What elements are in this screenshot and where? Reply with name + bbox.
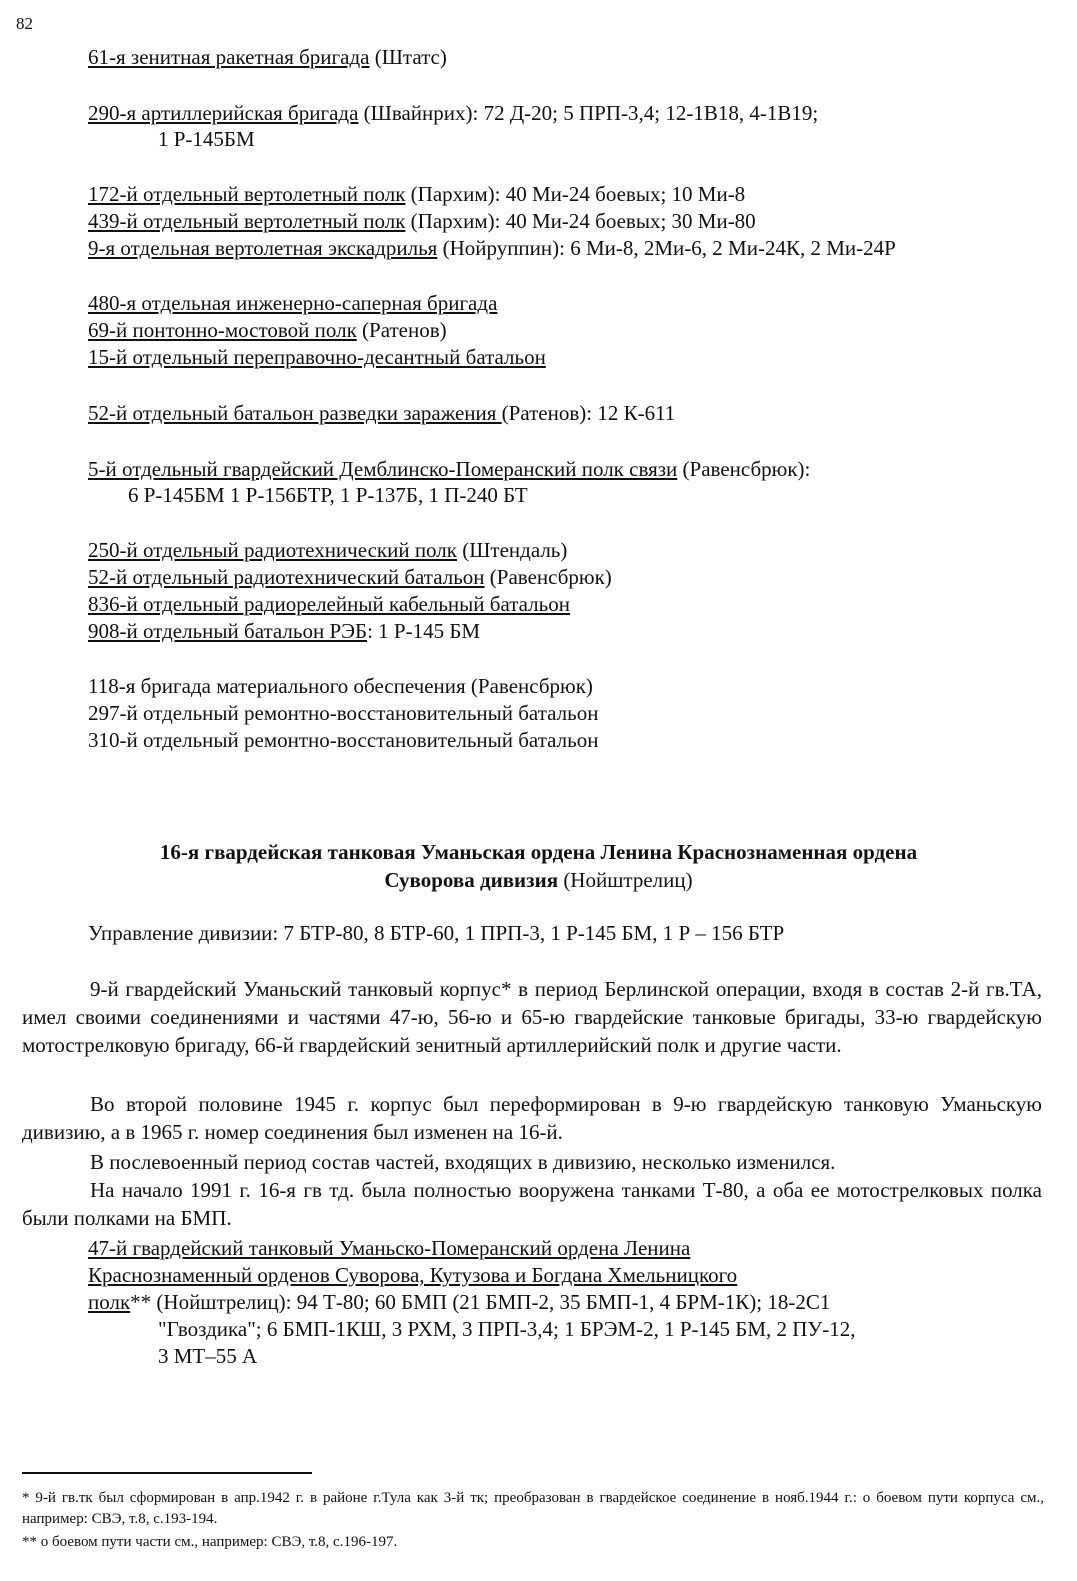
footnote: ** о боевом пути части см., например: СВЭ, т.8, с.196-197. — [22, 1534, 398, 1550]
unit-line: 310-й отдельный ремонтно-восстановительный батальон — [88, 728, 599, 752]
paragraph: В послевоенный период состав частей, входящих в дивизию, несколько изменился. — [90, 1150, 836, 1174]
unit-line: 5-й отдельный гвардейский Демблинско-Померанский полк связи (Равенсбрюк): — [88, 457, 811, 481]
regiment-line: полк** (Нойштрелиц): 94 Т-80; 60 БМП (21 БМП-2, 35 БМП-1, 4 БРМ-1К); 18-2С1 — [88, 1290, 831, 1314]
unit-line: 836-й отдельный радиорелейный кабельный батальон — [88, 592, 570, 616]
unit-line: 61-я зенитная ракетная бригада (Штатс) — [88, 45, 447, 69]
division-heading-line-2: Суворова дивизия (Нойштрелиц) — [384, 868, 693, 892]
footnote-separator — [22, 1472, 312, 1474]
unit-line: 172-й отдельный вертолетный полк (Пархим): 40 Ми-24 боевых; 10 Ми-8 — [88, 182, 746, 206]
unit-line: 480-я отдельная инженерно-саперная бригада — [88, 291, 498, 315]
paragraph: 9-й гвардейский Уманьский танковый корпус* в период Берлинской операции, входя в состав 2-й гв.ТА, имел своими соединениями и частями 47-ю, 56-ю и 65-ю гвардейские танковые бригады, 33-ю гвардейскую мотострелковую бригаду, 66-й гвардейский зенитный артиллерийский полк и другие части. — [22, 977, 1042, 1057]
unit-line-continued: 1 Р-145БМ — [158, 127, 255, 151]
unit-line-continued: 6 Р-145БМ 1 Р-156БТР, 1 Р-137Б, 1 П-240 БТ — [128, 483, 528, 507]
division-management: Управление дивизии: 7 БТР-80, 8 БТР-60, 1 ПРП-3, 1 Р-145 БМ, 1 Р – 156 БТР — [88, 921, 785, 945]
unit-line: 118-я бригада материального обеспечения (Равенсбрюк) — [88, 674, 593, 698]
unit-line: 52-й отдельный батальон разведки заражения (Ратенов): 12 К-611 — [88, 401, 676, 425]
regiment-line: 47-й гвардейский танковый Уманьско-Померанский ордена Ленина — [88, 1236, 691, 1260]
footnote: * 9-й гв.тк был сформирован в апр.1942 г. в районе г.Тула как 3-й тк; преобразован в гвардейское соединение в нояб.1944 г.: о боевом пути корпуса см., например: СВЭ, т.8, с.193-194. — [22, 1490, 1044, 1527]
unit-line: 297-й отдельный ремонтно-восстановительный батальон — [88, 701, 599, 725]
unit-line: 439-й отдельный вертолетный полк (Пархим): 40 Ми-24 боевых; 30 Ми-80 — [88, 209, 756, 233]
division-heading-line-1: 16-я гвардейская танковая Уманьская ордена Ленина Краснознаменная ордена — [159, 840, 918, 864]
unit-line: 250-й отдельный радиотехнический полк (Штендаль) — [88, 538, 568, 562]
unit-line: 52-й отдельный радиотехнический батальон (Равенсбрюк) — [88, 565, 612, 589]
unit-line: 9-я отдельная вертолетная экскадрилья (Нойруппин): 6 Ми-8, 2Ми-6, 2 Ми-24К, 2 Ми-24Р — [88, 236, 896, 260]
page-number: 82 — [16, 14, 33, 33]
unit-line: 290-я артиллерийская бригада (Швайнрих): 72 Д-20; 5 ПРП-3,4; 12-1В18, 4-1В19; — [88, 101, 819, 125]
paragraph: На начало 1991 г. 16-я гв тд. была полностью вооружена танками Т-80, а оба ее мотострелковых полка были полками на БМП. — [22, 1178, 1042, 1230]
regiment-line-continued: "Гвоздика"; 6 БМП-1КШ, 3 РХМ, 3 ПРП-3,4; 1 БРЭМ-2, 1 Р-145 БМ, 2 ПУ-12, — [158, 1317, 856, 1341]
unit-line: 908-й отдельный батальон РЭБ: 1 Р-145 БМ — [88, 619, 481, 643]
unit-line: 69-й понтонно-мостовой полк (Ратенов) — [88, 318, 447, 342]
regiment-line-continued: 3 МТ–55 А — [158, 1344, 258, 1368]
regiment-line: Краснознаменный орденов Суворова, Кутузова и Богдана Хмельницкого — [88, 1263, 738, 1287]
paragraph: Во второй половине 1945 г. корпус был переформирован в 9-ю гвардейскую танковую Уманьскую дивизию, а в 1965 г. номер соединения был изменен на 16-й. — [22, 1092, 1042, 1144]
unit-line: 15-й отдельный переправочно-десантный батальон — [88, 345, 546, 369]
